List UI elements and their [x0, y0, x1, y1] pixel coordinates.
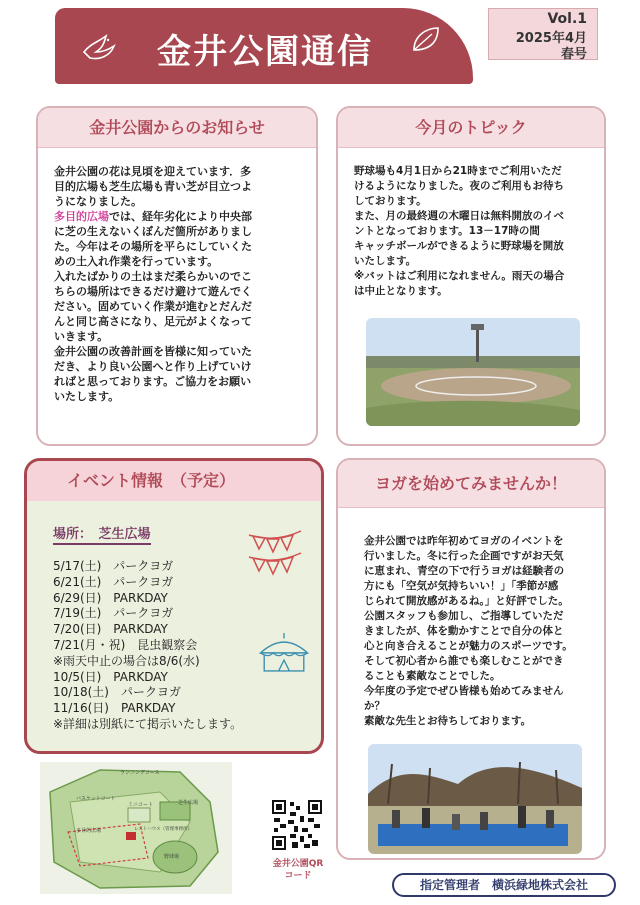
news-line: めの土入れ作業を行っています。: [54, 255, 219, 268]
event-item: 5/17(土) パークヨガ: [53, 559, 174, 573]
news-line: んと同じ高さになり、足元がよくなって: [54, 315, 252, 328]
event-item: ※雨天中止の場合は8/6(水): [53, 653, 200, 668]
yoga-line: きましたが、体を動かすことで自分の体と: [364, 625, 564, 637]
topic-line: けるようになりました。夜のご利用もお待ち: [354, 180, 564, 192]
yoga-line: じられて開放感があるね。」と好評でした。: [364, 595, 569, 607]
leaf-icon: [408, 24, 442, 56]
news-line: いきます。: [54, 330, 109, 343]
news-line: 金井公園の改善計画を皆様に知っていた: [54, 345, 252, 358]
topic-line: は中止となります。: [354, 285, 448, 297]
event-place: 場所： 芝生広場: [53, 523, 151, 545]
events-heading: イベント情報 （予定）: [27, 461, 321, 501]
event-item: 7/20(日) PARKDAY: [53, 622, 168, 637]
yoga-line: 素敵な先生とお待ちしております。: [364, 715, 532, 727]
event-item: 7/21(月・祝) 昆虫観察会: [53, 637, 198, 652]
yoga-line: 方にも「空気が気持ちいい！」「季節が感: [364, 580, 559, 592]
map-label: 多目的広場: [76, 828, 102, 834]
map-label: ランニングコース: [120, 770, 160, 776]
yoga-line: 公園スタッフも参加し、ご指導していただ: [364, 610, 564, 622]
qr-code[interactable]: [272, 800, 322, 850]
map-label: レストハウス（管理事務所）: [134, 827, 193, 832]
yoga-line: 行いました。冬に行った企画ですがお天気: [364, 550, 564, 562]
news-line: ださい。固めていく作業が進むとだんだ: [54, 300, 252, 313]
news-line: 目的広場も芝生広場も青い芝が目立つよ: [54, 180, 252, 193]
topic-line: ントとなっております。13－17時の間: [354, 225, 540, 237]
topic-line: また、月の最終週の木曜日は無料開放のイベ: [354, 210, 564, 222]
topic-heading: 今月のトピック: [338, 108, 604, 148]
event-item: 10/18(土) パークヨガ: [53, 685, 181, 700]
yoga-body: [364, 534, 600, 729]
news-body: [54, 164, 310, 404]
event-item: 6/21(土) パークヨガ: [53, 574, 174, 589]
park-map: [40, 762, 232, 894]
event-item: 7/19(土) パークヨガ: [53, 606, 174, 621]
news-line: た。今年はその場所を平らにしていくた: [54, 240, 252, 253]
map-label: 芝生広場: [178, 800, 199, 806]
news-line: 入れたばかりの土はまだ柔らかいのでこ: [54, 270, 252, 283]
topic-line: ※バットはご利用になれません。雨天の場合: [354, 270, 565, 282]
yoga-heading: ヨガを始めてみませんか！: [338, 460, 604, 508]
yoga-line: に恵まれ、青空の下で行うヨガは経験者の: [364, 565, 565, 577]
news-line: うになりました。: [54, 195, 142, 208]
map-label: 野球場: [164, 854, 180, 860]
event-list: [53, 559, 242, 733]
news-line: だき、より良い公園へと作り上げていけ: [54, 360, 252, 373]
issue-season: 春号: [560, 47, 587, 62]
volume-box: [488, 8, 598, 60]
yoga-panel: [336, 458, 606, 860]
baseball-field-photo: [366, 318, 580, 426]
qr-label: 金井公園QR コード: [272, 859, 324, 881]
map-label: ミニコート: [128, 802, 154, 808]
yoga-line: そして初心者から誰でも楽しむことができ: [364, 655, 564, 667]
news-line: 金井公園の花は見頃を迎えています．多: [54, 165, 252, 178]
footer-credit: 指定管理者 横浜緑地株式会社: [392, 873, 616, 897]
event-item: ※詳細は別紙にて掲示いたします。: [53, 716, 243, 731]
events-panel: [24, 458, 324, 754]
yoga-line: 心と向き合えることが魅力のスポーツです。: [364, 640, 573, 652]
topic-line: キャッチボールができるように野球場を開放: [354, 240, 564, 252]
news-line: いたします。: [54, 390, 120, 403]
news-line: ればと思っております。ご協力をお願い: [54, 375, 252, 388]
news-line: 多目的広場では、経年劣化により中央部: [54, 210, 252, 223]
event-item: 10/5(日) PARKDAY: [53, 669, 168, 684]
yoga-line: 今年度の予定でぜひ皆様も始めてみません: [364, 685, 564, 697]
yoga-line: か？: [364, 700, 385, 712]
news-line: に芝の生えないくぼんだ箇所がありまし: [54, 225, 252, 238]
yoga-line: ることも素敵なことでした。: [364, 670, 501, 682]
event-item: 11/16(日) PARKDAY: [53, 701, 176, 716]
news-line: ちらの場所はできるだけ避けて遊んでく: [54, 285, 252, 298]
topic-line: いたします。: [354, 255, 417, 267]
issue-date: 2025年4月: [515, 31, 587, 46]
map-label: バスケットコート: [76, 796, 116, 802]
news-highlight: 多目的広場: [54, 210, 109, 223]
news-panel: [36, 106, 318, 446]
yoga-line: 金井公園では昨年初めてヨガのイベントを: [364, 535, 564, 547]
page-title: 金井公園通信: [157, 32, 373, 72]
tent-icon: [257, 629, 311, 675]
topic-panel: [336, 106, 606, 446]
bird-icon: [80, 32, 118, 66]
event-item: 6/29(日) PARKDAY: [53, 590, 168, 605]
news-heading: 金井公園からのお知らせ: [38, 108, 316, 148]
topic-body: [354, 164, 598, 299]
volume-number: Vol.1: [547, 11, 587, 27]
bunting-icon: [245, 527, 305, 577]
topic-line: 野球場も4月1日から21時までご利用いただ: [354, 165, 562, 177]
topic-line: しております。: [354, 195, 427, 207]
yoga-photo: [368, 744, 582, 854]
